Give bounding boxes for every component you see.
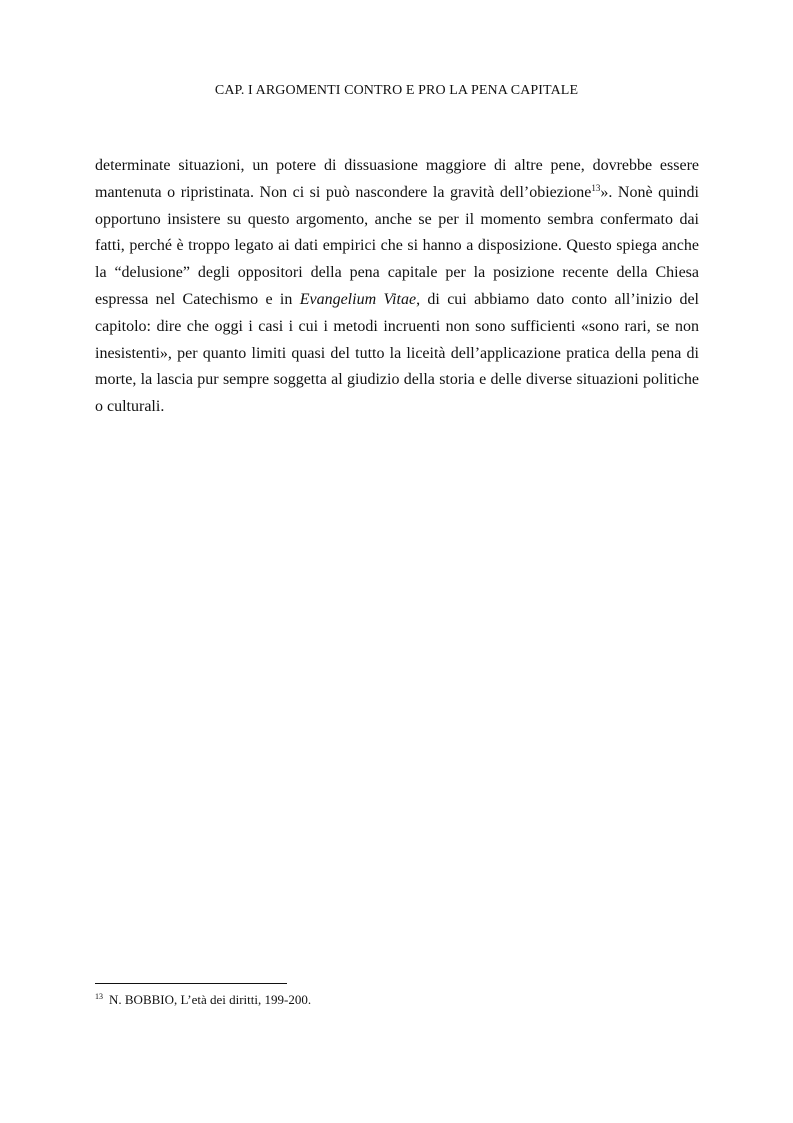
footnote-reference: 13 <box>591 182 601 193</box>
paragraph-text-segment-2: ». Nonè quindi opportuno insistere su questo argomento, anche se per il momento sembra confermato dai fatti, perché è troppo legato ai dati empirici che si hanno a disposizione. Questo spiega anche la “delusione” degli oppositori della pena capitale per la posizione recente della Chiesa espressa nel Catechismo e in <box>95 183 699 308</box>
italic-document-title: Evangelium Vitae <box>299 290 417 308</box>
body-paragraph <box>95 153 699 421</box>
footnote-text: N. BOBBIO, L’età dei diritti, 199-200. <box>109 992 312 1007</box>
paragraph-text-segment-1: determinate situazioni, un potere di dissuasione maggiore di altre pene, dovrebbe essere mantenuta o ripristinata. Non ci si può nascondere la gravità dell’obiezione <box>95 157 699 201</box>
footnote-separator <box>95 983 287 984</box>
footnote-number: 13 <box>95 992 103 1001</box>
footnote <box>95 992 699 1008</box>
running-header: CAP. I ARGOMENTI CONTRO E PRO LA PENA CAPITALE <box>214 83 579 98</box>
paragraph-text-segment-3: , di cui abbiamo dato conto all’inizio del capitolo: dire che oggi i casi i cui i metodi incruenti non sono sufficienti «sono rari, se non inesistenti», per quanto limiti quasi del tutto la liceità dell’applicazione pratica della pena di morte, la lascia pur sempre soggetta al giudizio della storia e delle diverse situazioni politiche o culturali. <box>95 290 700 416</box>
